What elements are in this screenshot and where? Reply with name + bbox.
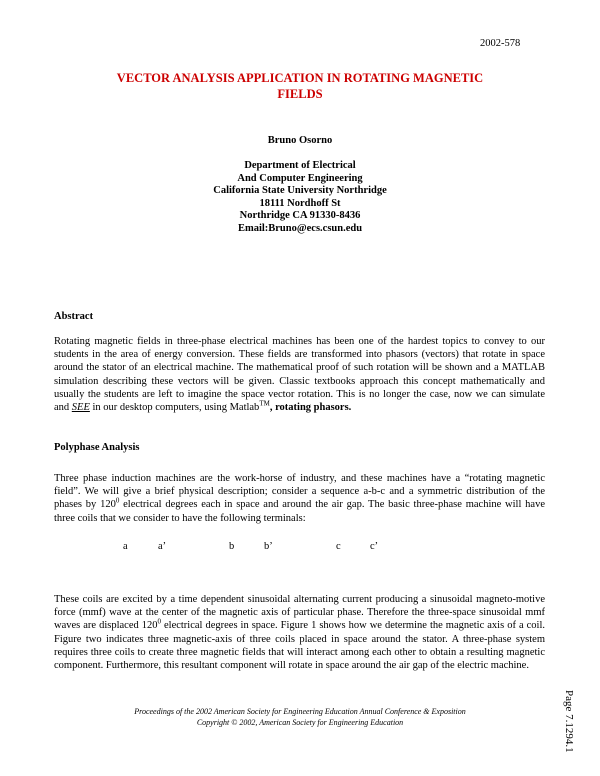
- affiliation-line: And Computer Engineering: [237, 172, 363, 184]
- footer-line-1: Proceedings of the 2002 American Society for Engineering Education Annual Conference & Exposition: [134, 707, 466, 716]
- title-line-1: VECTOR ANALYSIS APPLICATION IN ROTATING MAGNETIC: [116, 71, 484, 85]
- coils-text-1: These coils are excited by a time dependent sinusoidal alternating current producing a sinusoidal magneto-motive force (mmf) wave at the center of the magnetic axis of particular phase. Therefore the three-space sinusoidal mmf waves are displaced 120: [54, 594, 545, 632]
- author-name: Bruno Osorno: [267, 135, 333, 146]
- polyphase-text-1: Three phase induction machines are the work-horse of industry, and these machines have a “rotating magnetic field”. We will give a brief physical description; consider a sequence a-b-c and a symmetric distribution of the phases by 120: [54, 473, 545, 511]
- affiliation-line: 18111 Nordhoff St: [259, 197, 341, 209]
- coil-terminals: [0, 541, 600, 555]
- affiliation-line: California State University Northridge: [213, 185, 387, 197]
- terminal-label: c: [336, 541, 341, 552]
- affiliation-email: Email:Bruno@ecs.csun.edu: [237, 222, 363, 234]
- abstract-heading: Abstract: [54, 311, 94, 322]
- degree-superscript: 0: [157, 617, 161, 626]
- footer-copyright: Copyright © 2002, American Society for Engineering Education: [196, 718, 404, 727]
- page-number: Page 7.1294.1: [563, 690, 575, 753]
- terminal-label: b’: [264, 541, 273, 552]
- trademark-superscript: TM: [259, 399, 270, 408]
- terminal-label: c’: [370, 541, 379, 552]
- abstract-text-1: Rotating magnetic fields in three-phase electrical machines has been one of the hardest topics to convey to our students in the area of energy conversion. These fields are transformed into phasors (vectors) that rotate in space around the stator of an electrical machine. The mathematical proof of such rotation will be shown and a MATLAB simulation describing these vectors will be given. Classic textbooks approach this concept mathematically and usually the students are left to imagine the space vector rotation. This is no longer the case, now we can simulate and: [54, 336, 545, 414]
- affiliation-line: Northridge CA 91330-8436: [239, 210, 361, 222]
- affiliation-block: [60, 160, 540, 236]
- polyphase-text-2: electrical degrees each in space and around the air gap. The basic three-phase machine will have three coils that we consider to have the following terminals:: [54, 499, 545, 524]
- abstract-text-3: , rotating phasors.: [269, 402, 352, 414]
- coils-paragraph: [54, 593, 545, 672]
- coils-text-2: electrical degrees in space. Figure 1 shows how we determine the magnetic axis of a coil. Figure two indicates three magnetic-axis of three coils placed in space around the stator. A three-phase system requires three coils to create three magnetic fields that will interact among each other to obtain a resulting magnetic component. Furthermore, this resultant component will rotate in space around the air gap of the electric machine.: [54, 620, 545, 672]
- paper-title: [60, 70, 540, 102]
- terminal-label: a’: [158, 541, 167, 552]
- polyphase-paragraph: [54, 472, 545, 525]
- abstract-text-2: in our desktop computers, using Matlab: [92, 402, 260, 414]
- polyphase-heading: Polyphase Analysis: [54, 442, 140, 453]
- abstract-paragraph: [54, 335, 545, 414]
- title-line-2: FIELDS: [277, 87, 323, 101]
- proceedings-footer: [60, 706, 540, 728]
- terminal-label: b: [229, 541, 235, 552]
- paper-id: 2002-578: [480, 38, 521, 49]
- affiliation-line: Department of Electrical: [244, 160, 356, 171]
- degree-superscript: 0: [115, 496, 120, 505]
- terminal-label: a: [123, 541, 128, 552]
- see-emphasis: SEE: [71, 402, 90, 414]
